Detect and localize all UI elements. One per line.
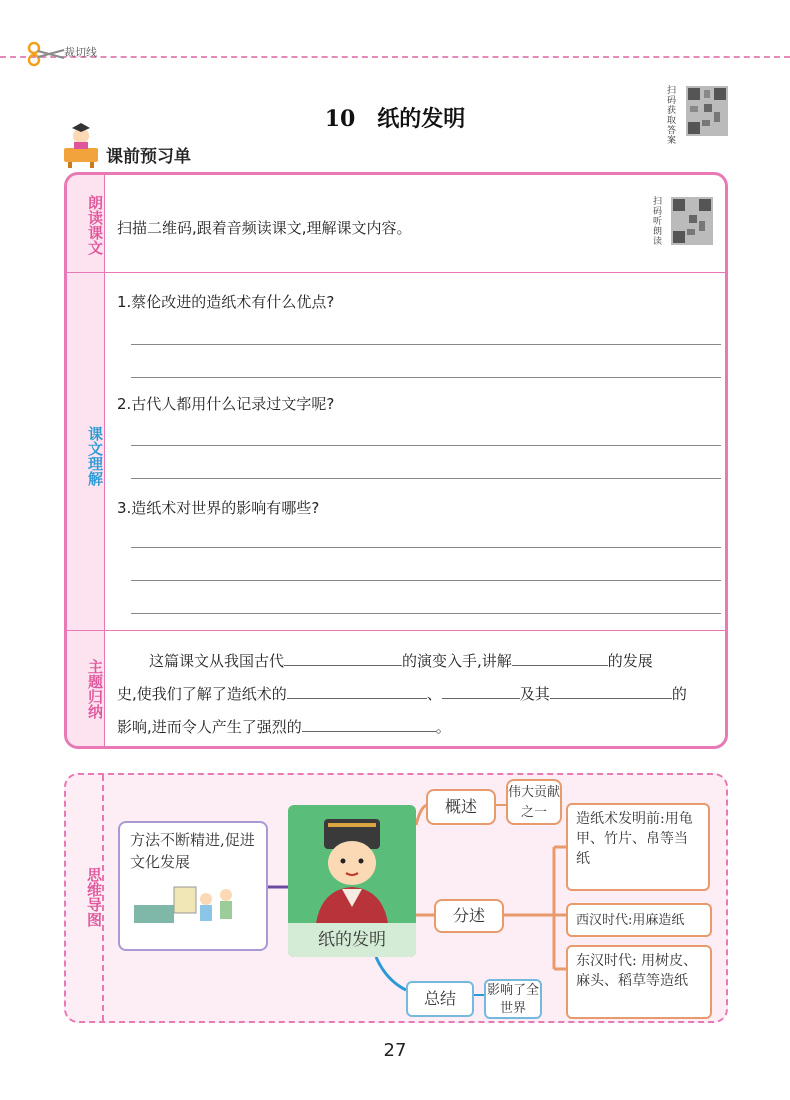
center-title: 纸的发明	[288, 923, 416, 957]
fill-blank[interactable]	[287, 681, 427, 699]
fill-blank[interactable]	[550, 681, 672, 699]
question-1: 1.蔡伦改进的造纸术有什么优点?	[117, 293, 335, 311]
cai-lun-portrait	[288, 805, 416, 923]
lesson-title: 10 纸的发明	[324, 106, 466, 132]
answer-line[interactable]	[131, 478, 721, 479]
method-text: 方法不断精进,促进文化发展	[130, 831, 255, 871]
fill-blank[interactable]	[442, 681, 520, 699]
summary-text: 。	[435, 718, 451, 736]
summary-text: 史,使我们了解了造纸术的	[117, 685, 287, 703]
overview-detail-node: 伟大贡献之一	[506, 779, 562, 825]
reading-side-label: 朗读课文	[86, 195, 104, 255]
eastern-han-text: 东汉时代: 用树皮、麻头、稻草等造纸	[576, 953, 698, 989]
conclusion-node: 总结	[406, 981, 474, 1017]
preview-worksheet	[64, 172, 728, 749]
summary-text: 及其	[519, 685, 550, 703]
summary-side-label: 主题归纳	[86, 659, 104, 719]
page-number: 27	[383, 1040, 407, 1061]
papermaking-illustration	[130, 877, 240, 935]
summary-text: 的	[671, 685, 687, 703]
overview-node: 概述	[426, 789, 496, 825]
section-title: 课前预习单	[106, 147, 191, 167]
method-node	[118, 821, 268, 951]
before-invention-node	[566, 803, 710, 891]
qr-read-label: 扫码听朗读	[653, 197, 663, 247]
understanding-side-label: 课文理解	[86, 426, 104, 486]
scissors-icon	[26, 40, 66, 68]
summary-text: 影响,进而令人产生了强烈的	[117, 718, 302, 736]
before-invention-text: 造纸术发明前:用龟甲、竹片、帛等当纸	[576, 811, 693, 867]
details-node: 分述	[434, 899, 504, 933]
summary-text: 的演变入手,讲解	[402, 652, 512, 670]
answer-line[interactable]	[131, 613, 721, 614]
fill-blank[interactable]	[302, 714, 436, 732]
answer-line[interactable]	[131, 377, 721, 378]
question-2: 2.古代人都用什么记录过文字呢?	[117, 395, 335, 413]
summary-text: 、	[426, 685, 442, 703]
mind-map	[64, 773, 728, 1023]
answer-line[interactable]	[131, 445, 721, 446]
student-desk-icon	[60, 120, 102, 168]
center-node	[288, 805, 416, 957]
row-divider	[67, 272, 725, 273]
eastern-han-node	[566, 945, 712, 1019]
qr-answer-label: 扫码获取答案	[667, 86, 677, 146]
cut-line-label: 裁切线	[64, 46, 97, 59]
qr-code-audio-icon[interactable]	[671, 197, 713, 245]
question-3: 3.造纸术对世界的影响有哪些?	[117, 499, 320, 517]
fill-blank[interactable]	[512, 648, 608, 666]
western-han-node: 西汉时代:用麻造纸	[566, 903, 712, 937]
row-divider	[67, 630, 725, 631]
answer-line[interactable]	[131, 547, 721, 548]
qr-code-answer-icon[interactable]	[686, 86, 728, 136]
answer-line[interactable]	[131, 344, 721, 345]
summary-text: 的发展	[607, 652, 653, 670]
conclusion-detail-node: 影响了全世界	[484, 979, 542, 1019]
mind-map-side-label: 思维导图	[85, 867, 103, 927]
summary-text: 这篇课文从我国古代	[149, 652, 285, 670]
fill-blank[interactable]	[284, 648, 402, 666]
reading-instruction: 扫描二维码,跟着音频读课文,理解课文内容。	[117, 219, 412, 237]
summary-paragraph	[117, 645, 723, 744]
cut-line	[0, 56, 790, 58]
answer-line[interactable]	[131, 580, 721, 581]
